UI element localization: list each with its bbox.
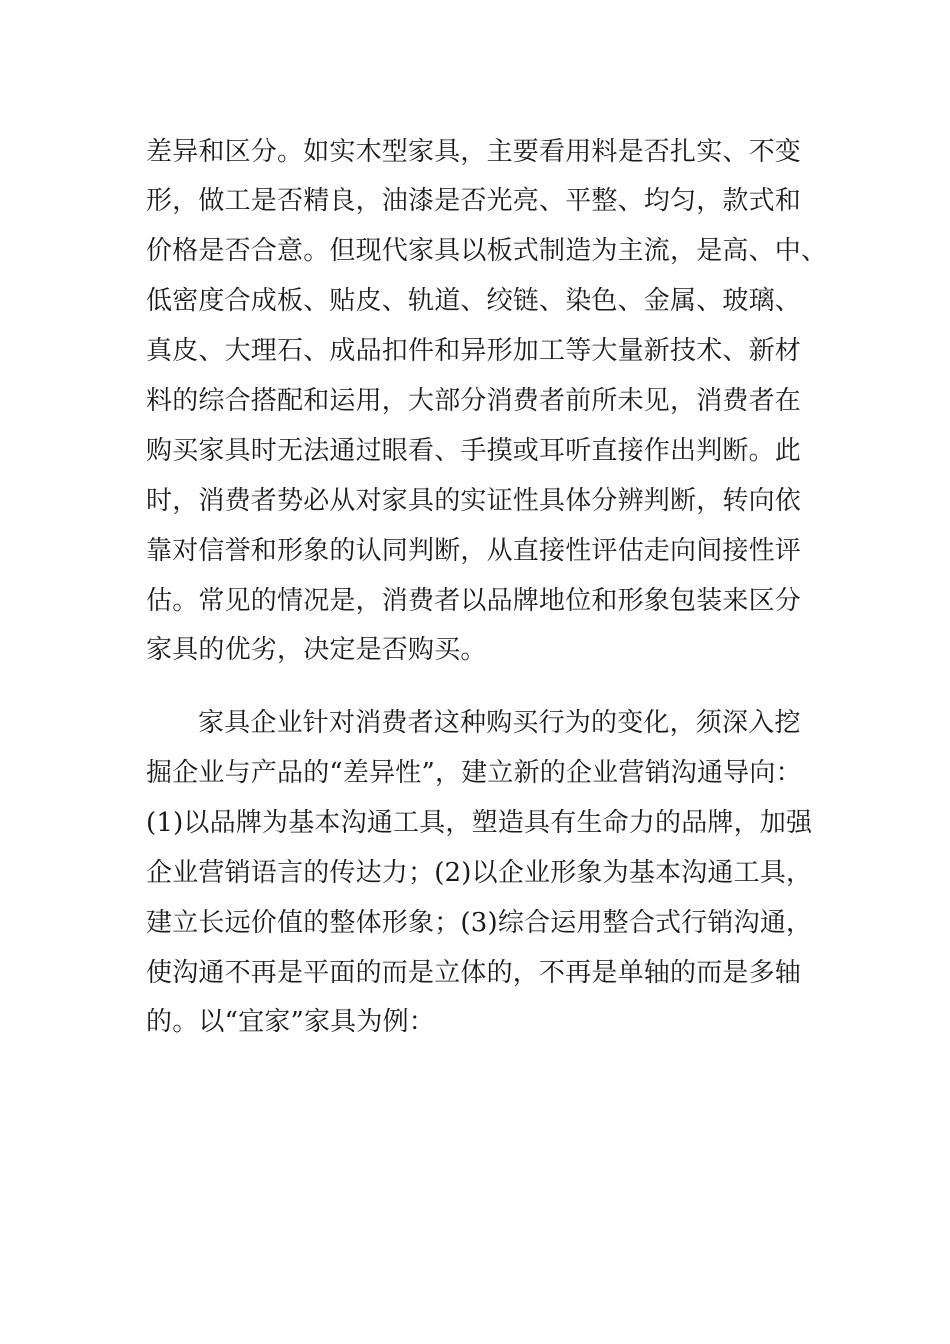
text-line: 使沟通不再是平面的而是立体的，不再是单轴的而是多轴: [146, 958, 802, 988]
text-line: 建立长远价值的整体形象；(3)综合运用整合式行销沟通，: [146, 908, 813, 938]
text-line: 真皮、大理石、成品扣件和异形加工等大量新技术、新材: [146, 336, 802, 366]
text-line: 价格是否合意。但现代家具以板式制造为主流，是高、中、: [146, 236, 828, 266]
text-line: 低密度合成板、贴皮、轨道、绞链、染色、金属、玻璃、: [146, 286, 802, 316]
text-line: 形，做工是否精良，油漆是否光亮、平整、均匀，款式和: [146, 186, 802, 216]
text-line: (1)以品牌为基本沟通工具，塑造具有生命力的品牌，加强: [146, 808, 813, 838]
text-line: 购买家具时无法通过眼看、手摸或耳听直接作出判断。此: [146, 436, 802, 466]
text-line: 企业营销语言的传达力；(2)以企业形象为基本沟通工具，: [146, 858, 813, 888]
text-line: 时，消费者势必从对家具的实证性具体分辨判断，转向依: [146, 486, 802, 516]
text-line: 家具的优劣，决定是否购买。: [146, 635, 487, 665]
text-line: 估。常见的情况是，消费者以品牌地位和形象包装来区分: [146, 586, 802, 616]
text-line: 靠对信誉和形象的认同判断，从直接性评估走向间接性评: [146, 536, 802, 566]
text-line: 家具企业针对消费者这种购买行为的变化，须深入挖: [198, 708, 801, 738]
text-line: 掘企业与产品的“差异性”，建立新的企业营销沟通导向：: [146, 758, 802, 788]
text-line: 的。以“宜家”家具为例：: [146, 1007, 435, 1037]
text-line: 差异和区分。如实木型家具，主要看用料是否扎实、不变: [146, 137, 802, 167]
text-line: 料的综合搭配和运用，大部分消费者前所未见，消费者在: [146, 386, 802, 416]
